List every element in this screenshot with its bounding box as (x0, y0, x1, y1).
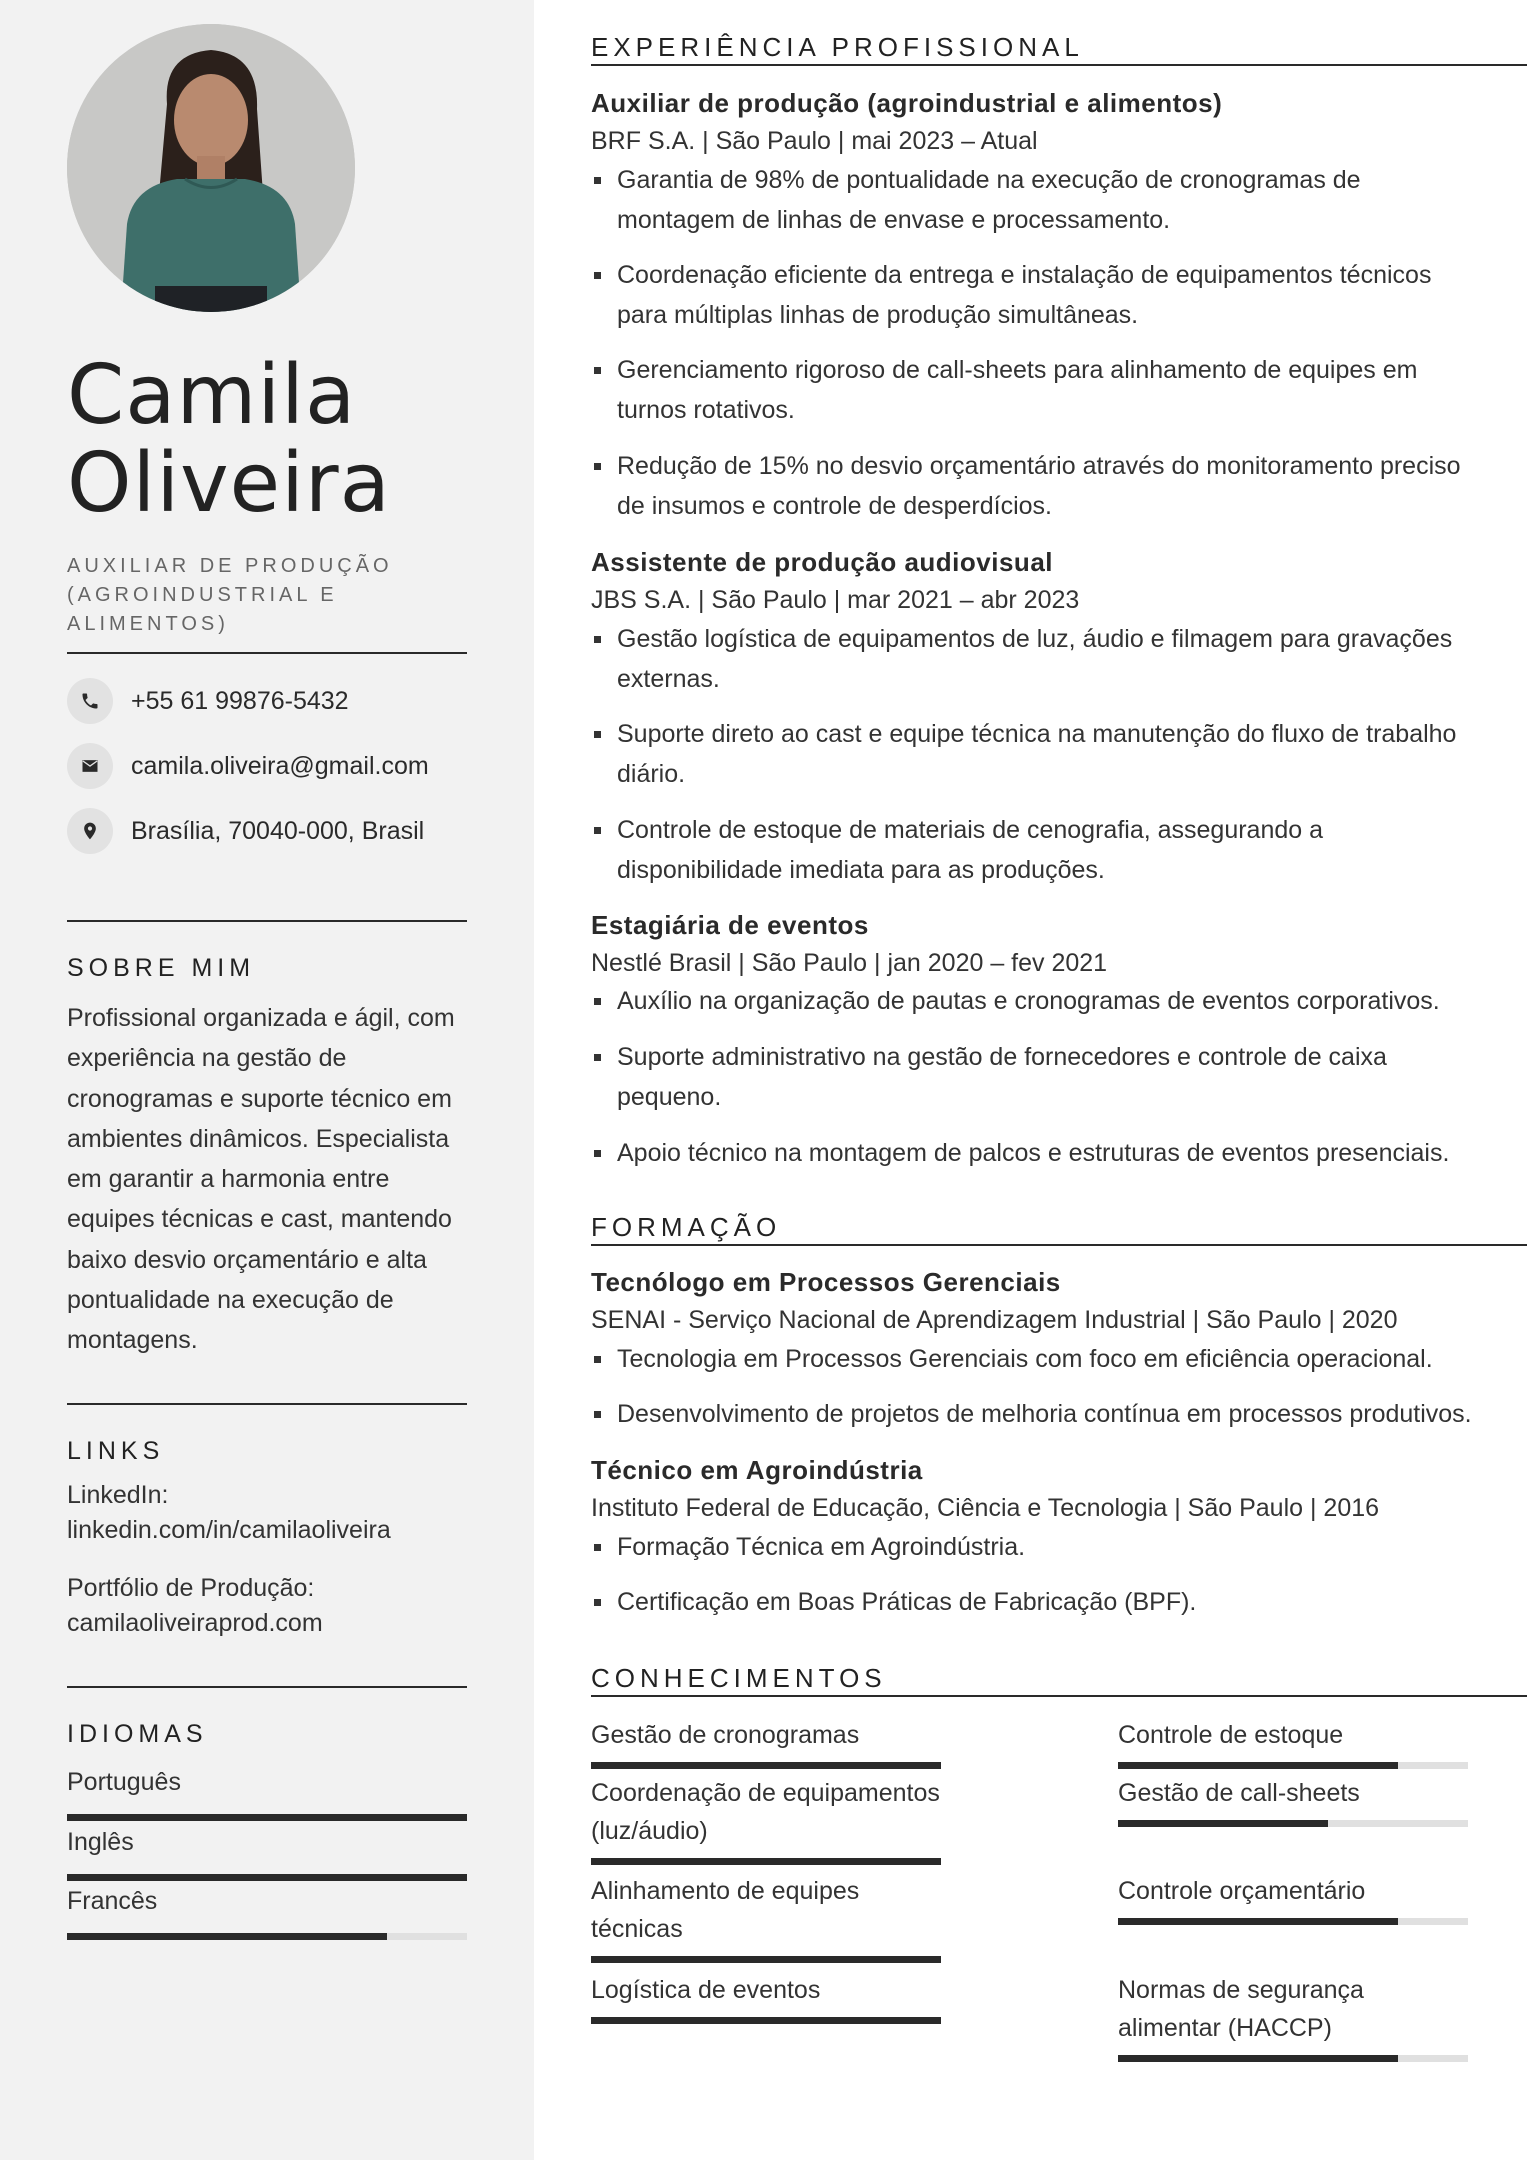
job-bullet: Gerenciamento rigoroso de call-sheets para alinhamento de equipes em turnos rotativos. (591, 350, 1481, 430)
experience-heading: EXPERIÊNCIA PROFISSIONAL (591, 32, 1084, 62)
link-label: Portfólio de Produção: (67, 1574, 315, 1602)
skill-name: Controle de estoque (1118, 1721, 1344, 1749)
job-bullet: Apoio técnico na montagem de palcos e estruturas de eventos presenciais. (591, 1133, 1481, 1173)
job-meta: JBS S.A. | São Paulo | mar 2021 – abr 2023 (591, 586, 1080, 614)
job-meta: Nestlé Brasil | São Paulo | jan 2020 – fev 2021 (591, 949, 1108, 977)
skill-item (1118, 1774, 1468, 1827)
candidate-name (67, 348, 391, 531)
link-url[interactable]: linkedin.com/in/camilaoliveira (67, 1516, 391, 1544)
skill-level-fill (591, 1956, 941, 1963)
job-bullet: Suporte direto ao cast e equipe técnica na manutenção do fluxo de trabalho diário. (591, 714, 1481, 794)
skill-level-bar (591, 1956, 941, 1963)
language-name: Português (67, 1768, 181, 1796)
contact-phone (67, 678, 467, 724)
language-item (67, 1825, 467, 1881)
skill-item (1118, 1971, 1468, 2062)
education-bullet: Tecnologia em Processos Gerenciais com foco em eficiência operacional. (591, 1339, 1481, 1379)
skill-level-bar (1118, 1820, 1468, 1827)
skill-item (1118, 1872, 1468, 1925)
skill-level-fill (1118, 1918, 1398, 1925)
skill-level-fill (591, 1762, 941, 1769)
languages-heading: IDIOMAS (67, 1720, 208, 1748)
education-heading: FORMAÇÃO (591, 1212, 782, 1242)
skill-level-fill (1118, 1820, 1328, 1827)
skill-item (591, 1872, 941, 1963)
skill-item (1118, 1716, 1468, 1769)
about-heading: SOBRE MIM (67, 954, 256, 982)
link-url[interactable]: camilaoliveiraprod.com (67, 1609, 323, 1637)
language-level-bar (67, 1933, 467, 1940)
language-name: Inglês (67, 1828, 134, 1856)
links-heading: LINKS (67, 1437, 165, 1465)
contact-location (67, 808, 467, 854)
language-name: Francês (67, 1887, 158, 1915)
job-bullet: Gestão logística de equipamentos de luz, áudio e filmagem para gravações externas. (591, 619, 1481, 699)
first-name: Camila (67, 348, 357, 443)
phone-icon (67, 678, 113, 724)
language-item (67, 1765, 467, 1821)
profile-photo (67, 24, 355, 312)
language-level-bar (67, 1874, 467, 1881)
divider (67, 1403, 467, 1405)
skill-level-bar (1118, 1918, 1468, 1925)
skill-level-fill (591, 1858, 941, 1865)
job-bullet: Suporte administrativo na gestão de fornecedores e controle de caixa pequeno. (591, 1037, 1481, 1117)
skill-item (591, 1774, 941, 1865)
section-divider (591, 1695, 1527, 1697)
job-bullet: Auxílio na organização de pautas e cronogramas de eventos corporativos. (591, 981, 1481, 1021)
language-level-fill (67, 1814, 467, 1821)
divider (67, 920, 467, 922)
link-portfolio[interactable] (67, 1571, 487, 1641)
location-pin-icon (67, 808, 113, 854)
skill-name: Controle orçamentário (1118, 1877, 1366, 1905)
skill-level-bar (1118, 1762, 1468, 1769)
skill-level-fill (1118, 1762, 1398, 1769)
contact-email (67, 743, 467, 789)
skill-level-bar (591, 1858, 941, 1865)
skill-name: Gestão de call-sheets (1118, 1779, 1360, 1807)
education-meta: Instituto Federal de Educação, Ciência e Tecnologia | São Paulo | 2016 (591, 1494, 1380, 1522)
skill-level-fill (1118, 2055, 1398, 2062)
mail-icon (67, 743, 113, 789)
education-bullet: Formação Técnica em Agroindústria. (591, 1527, 1481, 1567)
language-level-fill (67, 1933, 387, 1940)
candidate-role: AUXILIAR DE PRODUÇÃO (AGROINDUSTRIAL E ALIMENTOS) (67, 555, 393, 635)
divider (67, 1686, 467, 1688)
divider (67, 652, 467, 654)
about-text: Profissional organizada e ágil, com experiência na gestão de cronogramas e suporte técnico em ambientes dinâmicos. Especialista em garantir a harmonia entre equipes técnicas e cast, mantendo baixo desvio orçamentário e alta pontualidade na execução de montagens. (67, 1004, 455, 1355)
skill-name: Normas de segurança alimentar (HACCP) (1118, 1976, 1364, 2042)
education-bullet: Desenvolvimento de projetos de melhoria contínua em processos produtivos. (591, 1394, 1481, 1434)
education-title: Tecnólogo em Processos Gerenciais (591, 1267, 1061, 1297)
section-divider (591, 64, 1527, 66)
skill-level-fill (591, 2017, 941, 2024)
last-name: Oliveira (67, 436, 391, 531)
location-text: Brasília, 70040-000, Brasil (131, 816, 425, 845)
job-title: Estagiária de eventos (591, 910, 869, 940)
job-bullet: Redução de 15% no desvio orçamentário através do monitoramento preciso de insumos e controle de desperdícios. (591, 446, 1481, 526)
job-bullet: Coordenação eficiente da entrega e instalação de equipamentos técnicos para múltiplas linhas de produção simultâneas. (591, 255, 1481, 335)
skill-item (591, 1971, 941, 2024)
job-bullet: Controle de estoque de materiais de cenografia, assegurando a disponibilidade imediata para as produções. (591, 810, 1481, 890)
link-label: LinkedIn: (67, 1481, 169, 1509)
skill-name: Coordenação de equipamentos (luz/áudio) (591, 1779, 940, 1845)
language-level-fill (67, 1874, 467, 1881)
skill-name: Gestão de cronogramas (591, 1721, 860, 1749)
job-title: Assistente de produção audiovisual (591, 547, 1053, 577)
job-meta: BRF S.A. | São Paulo | mai 2023 – Atual (591, 127, 1038, 155)
language-item (67, 1884, 467, 1940)
education-meta: SENAI - Serviço Nacional de Aprendizagem Industrial | São Paulo | 2020 (591, 1306, 1398, 1334)
skill-level-bar (1118, 2055, 1468, 2062)
skill-level-bar (591, 1762, 941, 1769)
language-level-bar (67, 1814, 467, 1821)
job-title: Auxiliar de produção (agroindustrial e alimentos) (591, 88, 1223, 118)
skill-name: Logística de eventos (591, 1976, 821, 2004)
job-bullet: Garantia de 98% de pontualidade na execução de cronogramas de montagem de linhas de envase e processamento. (591, 160, 1481, 240)
portrait-image (67, 24, 355, 312)
education-bullet: Certificação em Boas Práticas de Fabricação (BPF). (591, 1582, 1481, 1622)
link-linkedin[interactable] (67, 1478, 487, 1548)
skill-level-bar (591, 2017, 941, 2024)
education-title: Técnico em Agroindústria (591, 1455, 923, 1485)
section-divider (591, 1244, 1527, 1246)
skill-name: Alinhamento de equipes técnicas (591, 1877, 860, 1943)
email-text: camila.oliveira@gmail.com (131, 751, 429, 780)
skills-heading: CONHECIMENTOS (591, 1663, 887, 1693)
phone-text: +55 61 99876-5432 (131, 686, 349, 715)
skill-item (591, 1716, 941, 1769)
